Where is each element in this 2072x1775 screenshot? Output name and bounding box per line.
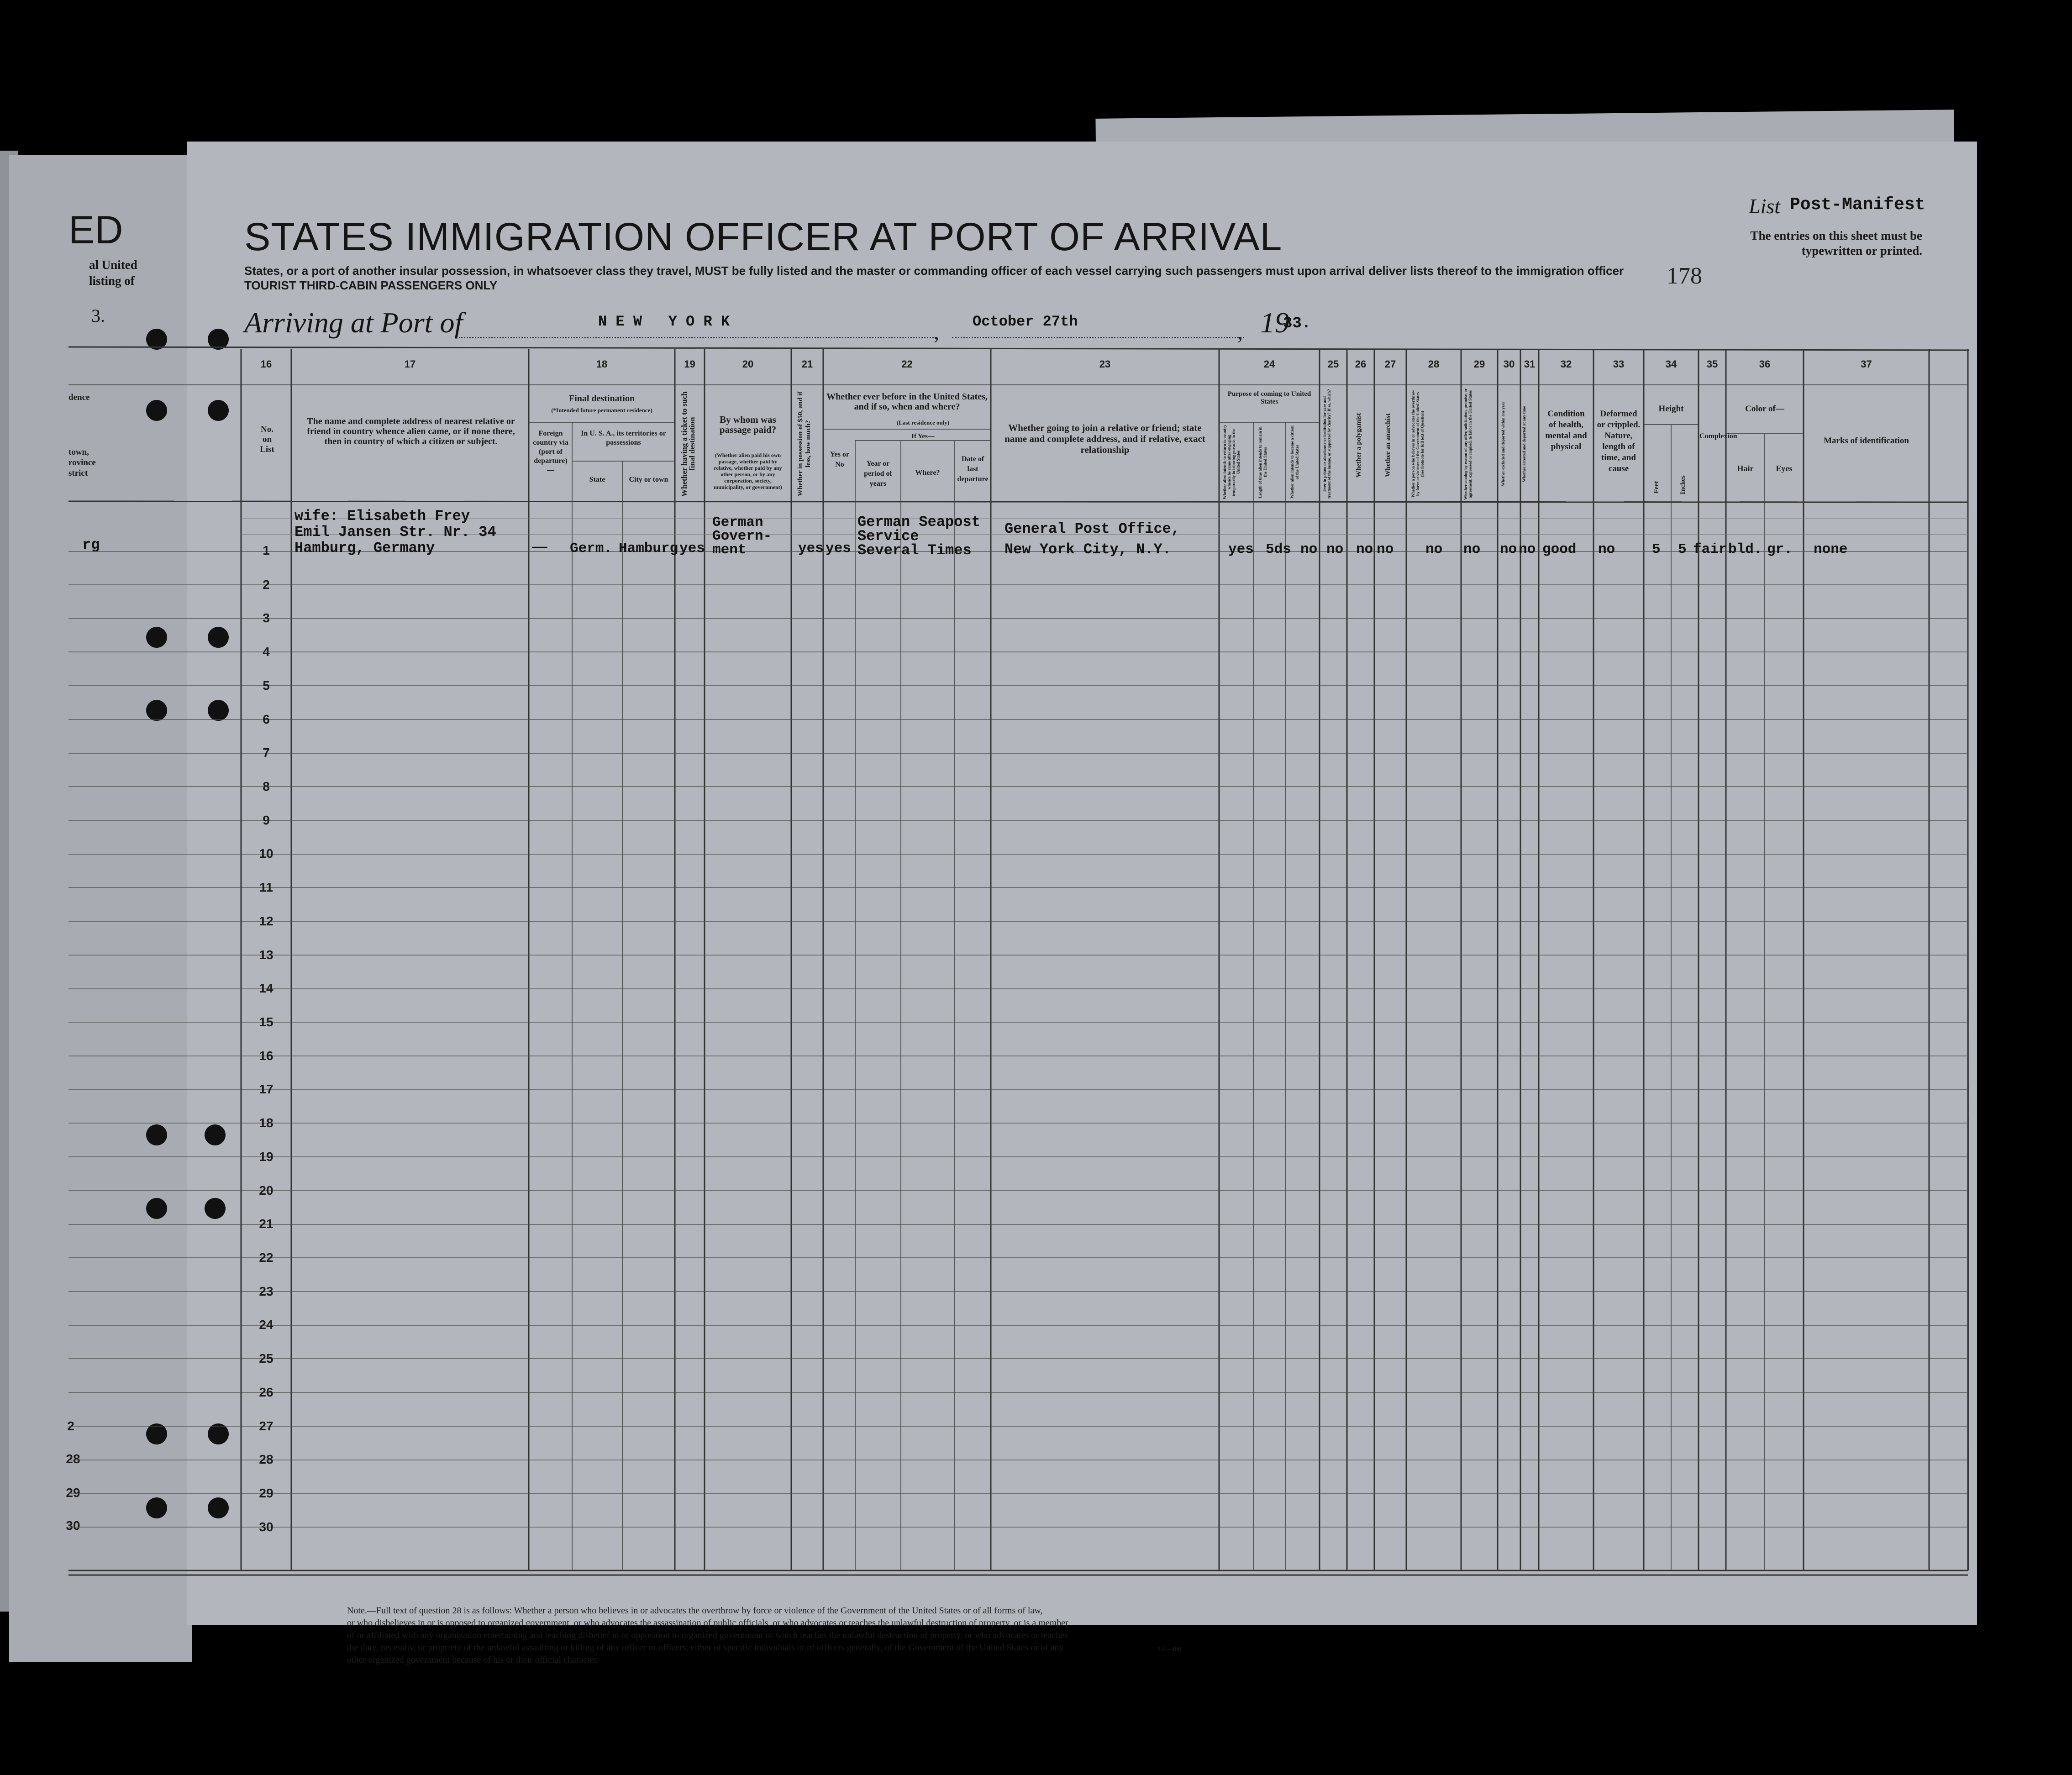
year-suffix: 33. bbox=[1283, 315, 1311, 332]
header-prison: Ever in prison or almshouse or institution for care and treatment of the insane, or supported by charity? If so, which? bbox=[1322, 389, 1331, 499]
row-number: 8 bbox=[263, 779, 270, 793]
column-number: 25 bbox=[1327, 358, 1339, 370]
deformed-cell: no bbox=[1598, 541, 1615, 557]
header-inches: Inches bbox=[1679, 475, 1687, 495]
column-number: 23 bbox=[1099, 358, 1111, 370]
header-if-yes: If Yes— bbox=[911, 433, 935, 440]
instructions-line: TOURIST THIRD-CABIN PASSENGERS ONLY bbox=[244, 278, 498, 292]
header-ticket: Whether having a ticket to such final destination bbox=[680, 391, 696, 497]
left-fragment-header: strict bbox=[68, 468, 88, 478]
left-fragment-line: al United bbox=[89, 258, 137, 272]
header-complexion: Complexion bbox=[1699, 432, 1737, 440]
row-number: 9 bbox=[263, 813, 270, 827]
column-number: 19 bbox=[684, 358, 695, 370]
row-number: 12 bbox=[259, 914, 273, 928]
column-number: 27 bbox=[1384, 358, 1396, 370]
row-number: 1 bbox=[263, 543, 270, 557]
ticket-cell: yes bbox=[679, 541, 705, 557]
left-fragment-header: dence bbox=[68, 393, 90, 402]
row-number: 27 bbox=[259, 1419, 273, 1433]
header-eyes: Eyes bbox=[1776, 464, 1793, 473]
row-number: 7 bbox=[263, 746, 270, 760]
row-number: 5 bbox=[263, 678, 270, 693]
row-number: 4 bbox=[263, 645, 270, 659]
footnote-line: Note.—Full text of question 28 is as follows: Whether a person who believes in or advocates the overthrow by force or violence of the Government of the United States or of all forms of law, bbox=[347, 1606, 1043, 1616]
header-feet: Feet bbox=[1653, 481, 1660, 494]
header-passage-paid: By whom was passage paid? bbox=[719, 414, 777, 435]
list-number: 178 bbox=[1667, 263, 1702, 289]
comma: , bbox=[1237, 320, 1243, 344]
row-number: 28 bbox=[259, 1452, 273, 1466]
row-number: 19 bbox=[259, 1150, 273, 1164]
header-final-destination-sub: (*Intended future permanent residence) bbox=[551, 407, 652, 414]
join-relative-line: General Post Office, bbox=[1004, 520, 1180, 537]
left-fragment-line: 3. bbox=[91, 305, 105, 326]
header-overthrow: Whether a person who believes in or advocates the overthrow by force or violence of the Government of the United States (See footnote for full text of Question) bbox=[1411, 390, 1425, 498]
height-inches-cell: 5 bbox=[1678, 541, 1687, 557]
page-title: STATES IMMIGRATION OFFICER AT PORT OF ARRIVAL bbox=[244, 215, 1283, 259]
column-number: 20 bbox=[742, 358, 754, 370]
header-excluded: Whether excluded and deported within one year bbox=[1501, 401, 1505, 487]
paid-by-line: German bbox=[712, 515, 763, 530]
header-passage-paid-sub: (Whether alien paid his own passage, whether paid by relative, whether paid by any other person, or by any corporation, society, municipality, or government) bbox=[714, 452, 782, 490]
column-number: 35 bbox=[1706, 358, 1718, 370]
header-purpose: Purpose of coming to United States bbox=[1227, 390, 1311, 405]
row-number: 23 bbox=[259, 1284, 273, 1298]
row-number: 14 bbox=[259, 981, 273, 995]
footnote-line: or who disbelieves in or is opposed to organized government, or who advocates the assassination of public officials, or who advocates or teaches the unlawful destruction of property, or is a member bbox=[347, 1618, 1068, 1628]
column-number: 34 bbox=[1665, 358, 1677, 370]
column-number: 22 bbox=[901, 358, 913, 370]
city-cell: Hamburg bbox=[619, 541, 678, 557]
prison-cell: no bbox=[1326, 541, 1344, 557]
header-color-of: Color of— bbox=[1745, 404, 1784, 414]
paid-by-line: ment bbox=[712, 542, 747, 558]
left-fragment-title: ED bbox=[68, 208, 123, 252]
port-value: N E W Y O R K bbox=[598, 313, 730, 330]
header-marks: Marks of identification bbox=[1824, 436, 1909, 446]
where-line: Several Times bbox=[857, 542, 972, 559]
overthrow-cell: no bbox=[1425, 541, 1443, 557]
fifty-dollars-cell: yes bbox=[798, 541, 824, 557]
row-number: 16 bbox=[259, 1049, 273, 1063]
left-fragment-rownum: 30 bbox=[66, 1518, 80, 1533]
header-deported: Whether arrested and deported at any time bbox=[1522, 406, 1526, 482]
column-number: 21 bbox=[801, 358, 813, 370]
column-number: 16 bbox=[260, 358, 272, 370]
column-number: 24 bbox=[1263, 358, 1275, 370]
left-fragment-line: listing of bbox=[89, 274, 135, 288]
form-code: 14—480 bbox=[1157, 1646, 1182, 1653]
footnote-line: other organized government because of his or their official character. bbox=[347, 1655, 599, 1665]
deported-cell: no bbox=[1519, 541, 1536, 557]
join-relative-line: New York City, N.Y. bbox=[1004, 541, 1171, 558]
column-number: 37 bbox=[1861, 358, 1872, 370]
row-number: 3 bbox=[263, 611, 270, 625]
row-number: 18 bbox=[259, 1116, 273, 1130]
paid-by-line: Govern- bbox=[712, 528, 772, 544]
header-join-relative: Whether going to join a relative or friend; state name and complete address, and if relative, exact relationship bbox=[1004, 422, 1205, 455]
left-fragment-rownum: 28 bbox=[66, 1452, 80, 1466]
left-fragment-header: town, bbox=[68, 447, 89, 457]
row-number: 2 bbox=[263, 578, 270, 592]
header-fifty-dollars: Whether in possession of $50, and if less, how much? bbox=[797, 391, 812, 497]
header-anarchist: Whether an anarchist bbox=[1384, 413, 1392, 477]
foreign-via-cell: —— bbox=[532, 541, 547, 555]
column-number: 33 bbox=[1613, 358, 1625, 370]
header-ever-before-us: Whether ever before in the United States, and if so, when and where? bbox=[826, 392, 988, 412]
row-number: 26 bbox=[259, 1385, 273, 1399]
header-health: Condition of health, mental and physical bbox=[1545, 409, 1587, 452]
header-year-period: Year or period of years bbox=[864, 460, 892, 488]
instructions-line: States, or a port of another insular possession, in whatsoever class they travel, MUST be fully listed and the master or commanding officer of each vessel carrying such passengers must upon arrival deliver lists thereof to the immigration officer bbox=[244, 264, 1624, 278]
list-label: List bbox=[1749, 194, 1781, 218]
purpose-citizen-cell: no bbox=[1300, 541, 1318, 557]
where-line: Service bbox=[857, 528, 919, 545]
column-number: 17 bbox=[404, 358, 416, 370]
header-nearest-relative: The name and complete address of nearest relative or friend in country whence alien came, or if none there, then in country of which a citizen or subject. bbox=[307, 416, 515, 446]
header-state: State bbox=[589, 476, 605, 483]
row-number: 24 bbox=[259, 1318, 273, 1332]
eyes-cell: gr. bbox=[1767, 541, 1793, 557]
row-number: 10 bbox=[259, 846, 273, 861]
year-prefix: 19 bbox=[1260, 306, 1289, 339]
row-number: 13 bbox=[259, 948, 273, 962]
header-polygamist: Whether a polygamist bbox=[1355, 413, 1362, 478]
row-number: 6 bbox=[263, 712, 270, 726]
footnote-line: of or affiliated with any organization entertaining and teaching disbelief in or opposition to organized government or which teaches the unlawful destruction of property, or who advocates or teaches bbox=[347, 1630, 1068, 1640]
offer-cell: no bbox=[1463, 541, 1481, 557]
date-value: October 27th bbox=[973, 313, 1078, 330]
left-fragment-rownum: 2 bbox=[67, 1419, 74, 1433]
left-fragment-header: rovince bbox=[68, 458, 96, 467]
header-deformed: Deformed or crippled. Nature, length of time, and cause bbox=[1597, 409, 1641, 473]
excluded-cell: no bbox=[1500, 541, 1517, 557]
row-number: 25 bbox=[259, 1351, 273, 1365]
height-feet-cell: 5 bbox=[1652, 541, 1661, 557]
marks-cell: none bbox=[1814, 541, 1848, 557]
column-number: 28 bbox=[1428, 358, 1440, 370]
column-number: 26 bbox=[1355, 358, 1367, 370]
row-number: 11 bbox=[259, 880, 273, 894]
relative-address-line: Emil Jansen Str. Nr. 34 bbox=[294, 524, 496, 541]
anarchist-cell: no bbox=[1377, 541, 1394, 557]
header-purpose-length: Length of time alien intends to remain in the United States bbox=[1258, 426, 1267, 498]
header-yes-no: Yes or No bbox=[830, 451, 850, 468]
header-no-on-list: No. on List bbox=[260, 425, 274, 454]
header-hair: Hair bbox=[1737, 464, 1754, 473]
hair-cell: bld. bbox=[1728, 541, 1762, 557]
purpose-length-cell: 5ds bbox=[1266, 541, 1291, 557]
row-number: 29 bbox=[259, 1486, 273, 1500]
complexion-cell: fair bbox=[1693, 541, 1727, 557]
purpose-return-cell: yes bbox=[1228, 541, 1254, 557]
footnote-line: the duty, necessity, or propriety of the unlawful assaulting or killing of any officer or officers, either of specific individuals or of officers generally, of the Government of the United States or of any bbox=[347, 1643, 1064, 1653]
header-height: Height bbox=[1658, 404, 1684, 414]
row-number: 22 bbox=[259, 1250, 273, 1265]
before-us-cell: yes bbox=[826, 541, 851, 557]
header-city: City or town bbox=[629, 476, 668, 483]
header-last-departure: Date of last departure bbox=[957, 455, 989, 483]
row-number: 21 bbox=[259, 1217, 273, 1231]
header-where: Where? bbox=[915, 469, 940, 477]
comma: , bbox=[934, 320, 939, 344]
header-final-destination: Final destination bbox=[569, 394, 635, 404]
list-value: Post-Manifest bbox=[1790, 195, 1925, 215]
relative-address-line: wife: Elisabeth Frey bbox=[294, 508, 470, 525]
column-number: 36 bbox=[1759, 358, 1771, 370]
column-number: 29 bbox=[1473, 358, 1485, 370]
row-number: 15 bbox=[259, 1015, 273, 1029]
row-number: 17 bbox=[259, 1082, 273, 1096]
column-number: 32 bbox=[1560, 358, 1572, 370]
relative-address-line: Hamburg, Germany bbox=[294, 540, 435, 557]
arriving-label: Arriving at Port of bbox=[244, 306, 463, 339]
left-fragment-rownum: 29 bbox=[66, 1486, 80, 1500]
row-number: 30 bbox=[259, 1520, 273, 1534]
column-number: 31 bbox=[1524, 358, 1536, 370]
header-offer: Whether coming by reason of any offer, solicitation, promise, or agreement, expressed or implied, to labor in the United States bbox=[1463, 388, 1472, 500]
polygamist-cell: no bbox=[1356, 541, 1373, 557]
state-cell: Germ. bbox=[570, 541, 613, 557]
column-number: 30 bbox=[1503, 358, 1515, 370]
left-fragment-row1: rg bbox=[82, 536, 100, 553]
column-number: 18 bbox=[596, 358, 608, 370]
row-number: 20 bbox=[259, 1183, 273, 1197]
header-purpose-citizen: Whether alien intends to become a citizen of the United States bbox=[1290, 425, 1299, 499]
header-foreign-country: Foreign country via (port of departure)— bbox=[533, 430, 568, 474]
footnote bbox=[347, 1605, 1246, 1666]
header-purpose-return: Whether alien intends to return to country whence he came after engaging temporarily in laboring pursuits in the United States bbox=[1222, 425, 1241, 500]
header-last-residence: (Last residence only) bbox=[896, 419, 950, 426]
where-line: German Seapost bbox=[857, 514, 980, 530]
entries-note: The entries on this sheet must be typewritten or printed. bbox=[1750, 229, 1922, 257]
health-cell: good bbox=[1542, 541, 1577, 557]
header-in-usa: In U. S. A., its territories or possessions bbox=[581, 430, 666, 446]
